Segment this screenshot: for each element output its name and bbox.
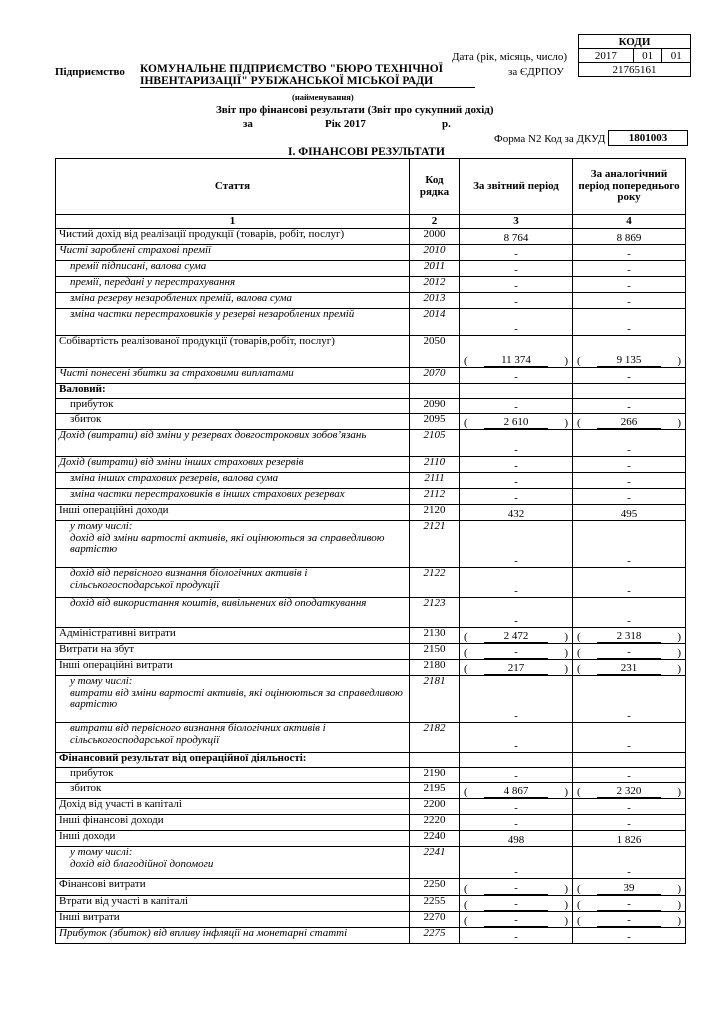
row-label: зміна резерву незароблених премій, валова сума (56, 293, 410, 309)
row-previous-value: - (573, 473, 686, 489)
row-previous-value: - (573, 430, 686, 457)
enterprise-name: КОМУНАЛЬНЕ ПІДПРИЄМСТВО "БЮРО ТЕХНІЧНОЇ ІНВЕНТАРИЗАЦІЇ" РУБІЖАНСЬКОЇ МІСЬКОЇ РАДИ (140, 63, 475, 88)
row-code: 2121 (410, 521, 460, 568)
row-previous-value: - (573, 928, 686, 944)
row-current-value: - (460, 799, 573, 815)
header-code: Код рядка (410, 159, 460, 215)
row-code: 2070 (410, 368, 460, 384)
table-row (56, 293, 686, 309)
row-previous-value: - (573, 799, 686, 815)
row-label: Адміністративні витрати (56, 628, 410, 644)
row-code: 2250 (410, 879, 460, 896)
row-current-value: ( - ) (460, 912, 573, 928)
row-code: 2011 (410, 261, 460, 277)
row-code: 2195 (410, 783, 460, 799)
financial-results-table (55, 158, 686, 944)
table-row (56, 912, 686, 928)
table-row (56, 928, 686, 944)
table-row (56, 799, 686, 815)
table-body (56, 229, 686, 944)
row-previous-value: - (573, 568, 686, 598)
colnum-1: 1 (56, 215, 410, 229)
row-current-value: - (460, 473, 573, 489)
row-previous-value (573, 753, 686, 768)
row-previous-value: - (573, 723, 686, 753)
row-previous-value: - (573, 676, 686, 723)
codes-title: КОДИ (579, 35, 691, 49)
row-previous-value: ( - ) (573, 644, 686, 660)
period-prefix: за (243, 118, 253, 130)
section-title: І. ФІНАНСОВІ РЕЗУЛЬТАТИ (288, 146, 445, 158)
date-label: Дата (рік, місяць, число) (452, 51, 568, 63)
row-code: 2000 (410, 229, 460, 245)
row-label: Інші фінансові доходи (56, 815, 410, 831)
row-label: витрати від первісного визнання біологічних активів і сільськогосподарської продукції (56, 723, 410, 753)
row-code: 2090 (410, 399, 460, 414)
row-previous-value: - (573, 457, 686, 473)
codes-box (578, 34, 691, 77)
table-row (56, 628, 686, 644)
row-label: зміна частки перестраховиків у резерві незароблених премій (56, 309, 410, 336)
row-label: Дохід від участі в капіталі (56, 799, 410, 815)
row-current-value: - (460, 568, 573, 598)
row-previous-value: - (573, 261, 686, 277)
edrpou-label: за ЄДРПОУ (508, 66, 564, 78)
table-row (56, 568, 686, 598)
table-row (56, 847, 686, 879)
row-code: 2220 (410, 815, 460, 831)
row-current-value: ( 2 610 ) (460, 414, 573, 430)
table-row (56, 368, 686, 384)
table-row (56, 336, 686, 368)
table-row (56, 831, 686, 847)
table-row (56, 457, 686, 473)
table-row (56, 414, 686, 430)
row-code: 2105 (410, 430, 460, 457)
row-label: Чисті зароблені страхові премії (56, 245, 410, 261)
table-row (56, 277, 686, 293)
row-current-value: - (460, 815, 573, 831)
row-previous-value (573, 384, 686, 399)
row-label: Чисті понесені збитки за страховими виплатами (56, 368, 410, 384)
row-label: Інші операційні доходи (56, 505, 410, 521)
row-current-value: ( - ) (460, 896, 573, 912)
row-current-value: ( 11 374 ) (460, 336, 573, 368)
row-label: Дохід (витрати) від зміни у резервах довгострокових зобов’язань (56, 430, 410, 457)
period-suffix: р. (442, 118, 451, 130)
row-code: 2013 (410, 293, 460, 309)
row-code: 2255 (410, 896, 460, 912)
row-label: Інші операційні витрати (56, 660, 410, 676)
row-label: премії, передані у перестрахування (56, 277, 410, 293)
row-current-value: - (460, 489, 573, 505)
row-previous-value: ( 266 ) (573, 414, 686, 430)
table-row (56, 309, 686, 336)
table-row (56, 815, 686, 831)
row-code: 2010 (410, 245, 460, 261)
row-label: Інші витрати (56, 912, 410, 928)
row-previous-value: - (573, 309, 686, 336)
row-current-value: - (460, 430, 573, 457)
table-row (56, 399, 686, 414)
row-label: зміна частки перестраховиків в інших страхових резервах (56, 489, 410, 505)
row-code: 2120 (410, 505, 460, 521)
row-label: Фінансові витрати (56, 879, 410, 896)
edrpou-code: 21765161 (579, 63, 691, 77)
row-code: 2182 (410, 723, 460, 753)
table-row (56, 384, 686, 399)
row-current-value: - (460, 277, 573, 293)
table-row (56, 521, 686, 568)
row-label: зміна інших страхових резервів, валова сума (56, 473, 410, 489)
row-current-value: 498 (460, 831, 573, 847)
row-previous-value: 8 869 (573, 229, 686, 245)
row-current-value: ( - ) (460, 879, 573, 896)
row-current-value: - (460, 457, 573, 473)
row-current-value (460, 384, 573, 399)
colnum-4: 4 (573, 215, 686, 229)
row-current-value: - (460, 261, 573, 277)
form-code: 1801003 (608, 130, 688, 146)
row-previous-value: - (573, 598, 686, 628)
row-code (410, 384, 460, 399)
row-code: 2050 (410, 336, 460, 368)
row-code: 2130 (410, 628, 460, 644)
row-previous-value: ( 2 320 ) (573, 783, 686, 799)
row-current-value: - (460, 521, 573, 568)
row-label: дохід від використання коштів, вивільнених від оподаткування (56, 598, 410, 628)
table-row (56, 753, 686, 768)
row-previous-value: - (573, 521, 686, 568)
row-previous-value: ( 231 ) (573, 660, 686, 676)
row-previous-value: - (573, 815, 686, 831)
header-current: За звітний період (460, 159, 573, 215)
row-code: 2200 (410, 799, 460, 815)
form-label: Форма N2 Код за ДКУД (494, 133, 606, 145)
row-previous-value: ( 9 135 ) (573, 336, 686, 368)
row-current-value: ( - ) (460, 644, 573, 660)
row-current-value: - (460, 768, 573, 783)
table-row (56, 644, 686, 660)
row-previous-value: ( - ) (573, 896, 686, 912)
table-row (56, 489, 686, 505)
row-current-value: - (460, 309, 573, 336)
row-previous-value: 495 (573, 505, 686, 521)
row-label: Собівартість реалізованої продукції (товарів,робіт, послуг) (56, 336, 410, 368)
date-year: 2017 (579, 49, 634, 63)
table-row (56, 229, 686, 245)
report-title: Звіт про фінансові результати (Звіт про сукупний дохід) (216, 104, 494, 116)
row-current-value: - (460, 676, 573, 723)
period: Рік 2017 (325, 118, 366, 130)
row-code (410, 753, 460, 768)
row-code: 2180 (410, 660, 460, 676)
row-label: Втрати від участі в капіталі (56, 896, 410, 912)
row-code: 2275 (410, 928, 460, 944)
row-label: у тому числі: дохід від зміни вартості активів, які оцінюються за справедливою вартістю (56, 521, 410, 568)
enterprise-label: Підприємство (55, 66, 125, 78)
row-label: дохід від первісного визнання біологічних активів і сільськогосподарської продукції (56, 568, 410, 598)
row-code: 2270 (410, 912, 460, 928)
row-previous-value: - (573, 277, 686, 293)
row-current-value: - (460, 399, 573, 414)
row-current-value: - (460, 723, 573, 753)
row-current-value: - (460, 847, 573, 879)
row-code: 2112 (410, 489, 460, 505)
row-label: у тому числі: дохід від благодійної допомоги (56, 847, 410, 879)
row-code: 2240 (410, 831, 460, 847)
header-article: Стаття (56, 159, 410, 215)
table-row (56, 505, 686, 521)
row-previous-value: ( 2 318 ) (573, 628, 686, 644)
row-label: Дохід (витрати) від зміни інших страхових резервів (56, 457, 410, 473)
row-previous-value: - (573, 245, 686, 261)
date-day: 01 (662, 49, 691, 63)
row-previous-value: - (573, 768, 686, 783)
row-current-value: ( 2 472 ) (460, 628, 573, 644)
row-current-value: - (460, 368, 573, 384)
row-code: 2150 (410, 644, 460, 660)
row-code: 2122 (410, 568, 460, 598)
row-previous-value: ( - ) (573, 912, 686, 928)
row-label: прибуток (56, 399, 410, 414)
table-row (56, 676, 686, 723)
row-previous-value: - (573, 368, 686, 384)
table-row (56, 245, 686, 261)
row-code: 2095 (410, 414, 460, 430)
row-previous-value: - (573, 847, 686, 879)
row-current-value: - (460, 598, 573, 628)
name-caption: (найменування) (292, 92, 354, 102)
row-code: 2111 (410, 473, 460, 489)
row-label: премії підписані, валова сума (56, 261, 410, 277)
row-label: прибуток (56, 768, 410, 783)
row-current-value: ( 217 ) (460, 660, 573, 676)
table-row (56, 430, 686, 457)
colnum-2: 2 (410, 215, 460, 229)
table-row (56, 768, 686, 783)
row-current-value: 8 764 (460, 229, 573, 245)
row-code: 2123 (410, 598, 460, 628)
row-current-value: - (460, 245, 573, 261)
table-row (56, 473, 686, 489)
row-label: Чистий дохід від реалізації продукції (товарів, робіт, послуг) (56, 229, 410, 245)
row-previous-value: - (573, 489, 686, 505)
row-code: 2014 (410, 309, 460, 336)
row-label: збиток (56, 414, 410, 430)
row-current-value: - (460, 293, 573, 309)
row-label: Фінансовий результат від операційної діяльності: (56, 753, 410, 768)
row-code: 2181 (410, 676, 460, 723)
table-row (56, 783, 686, 799)
row-current-value: - (460, 928, 573, 944)
row-code: 2110 (410, 457, 460, 473)
row-label: Валовий: (56, 384, 410, 399)
row-current-value: 432 (460, 505, 573, 521)
row-label: Прибуток (збиток) від впливу інфляції на монетарні статті (56, 928, 410, 944)
row-previous-value: 1 826 (573, 831, 686, 847)
colnum-3: 3 (460, 215, 573, 229)
row-code: 2012 (410, 277, 460, 293)
row-previous-value: - (573, 293, 686, 309)
row-label: збиток (56, 783, 410, 799)
row-code: 2190 (410, 768, 460, 783)
row-previous-value: ( 39 ) (573, 879, 686, 896)
table-row (56, 261, 686, 277)
row-current-value (460, 753, 573, 768)
row-label: у тому числі: витрати від зміни вартості активів, які оцінюються за справедливою вартістю (56, 676, 410, 723)
row-code: 2241 (410, 847, 460, 879)
table-row (56, 660, 686, 676)
header-previous: За аналогічний період попереднього року (573, 159, 686, 215)
row-current-value: ( 4 867 ) (460, 783, 573, 799)
table-row (56, 879, 686, 896)
row-label: Витрати на збут (56, 644, 410, 660)
date-month: 01 (633, 49, 662, 63)
row-previous-value: - (573, 399, 686, 414)
table-row (56, 896, 686, 912)
table-row (56, 598, 686, 628)
row-label: Інші доходи (56, 831, 410, 847)
table-row (56, 723, 686, 753)
